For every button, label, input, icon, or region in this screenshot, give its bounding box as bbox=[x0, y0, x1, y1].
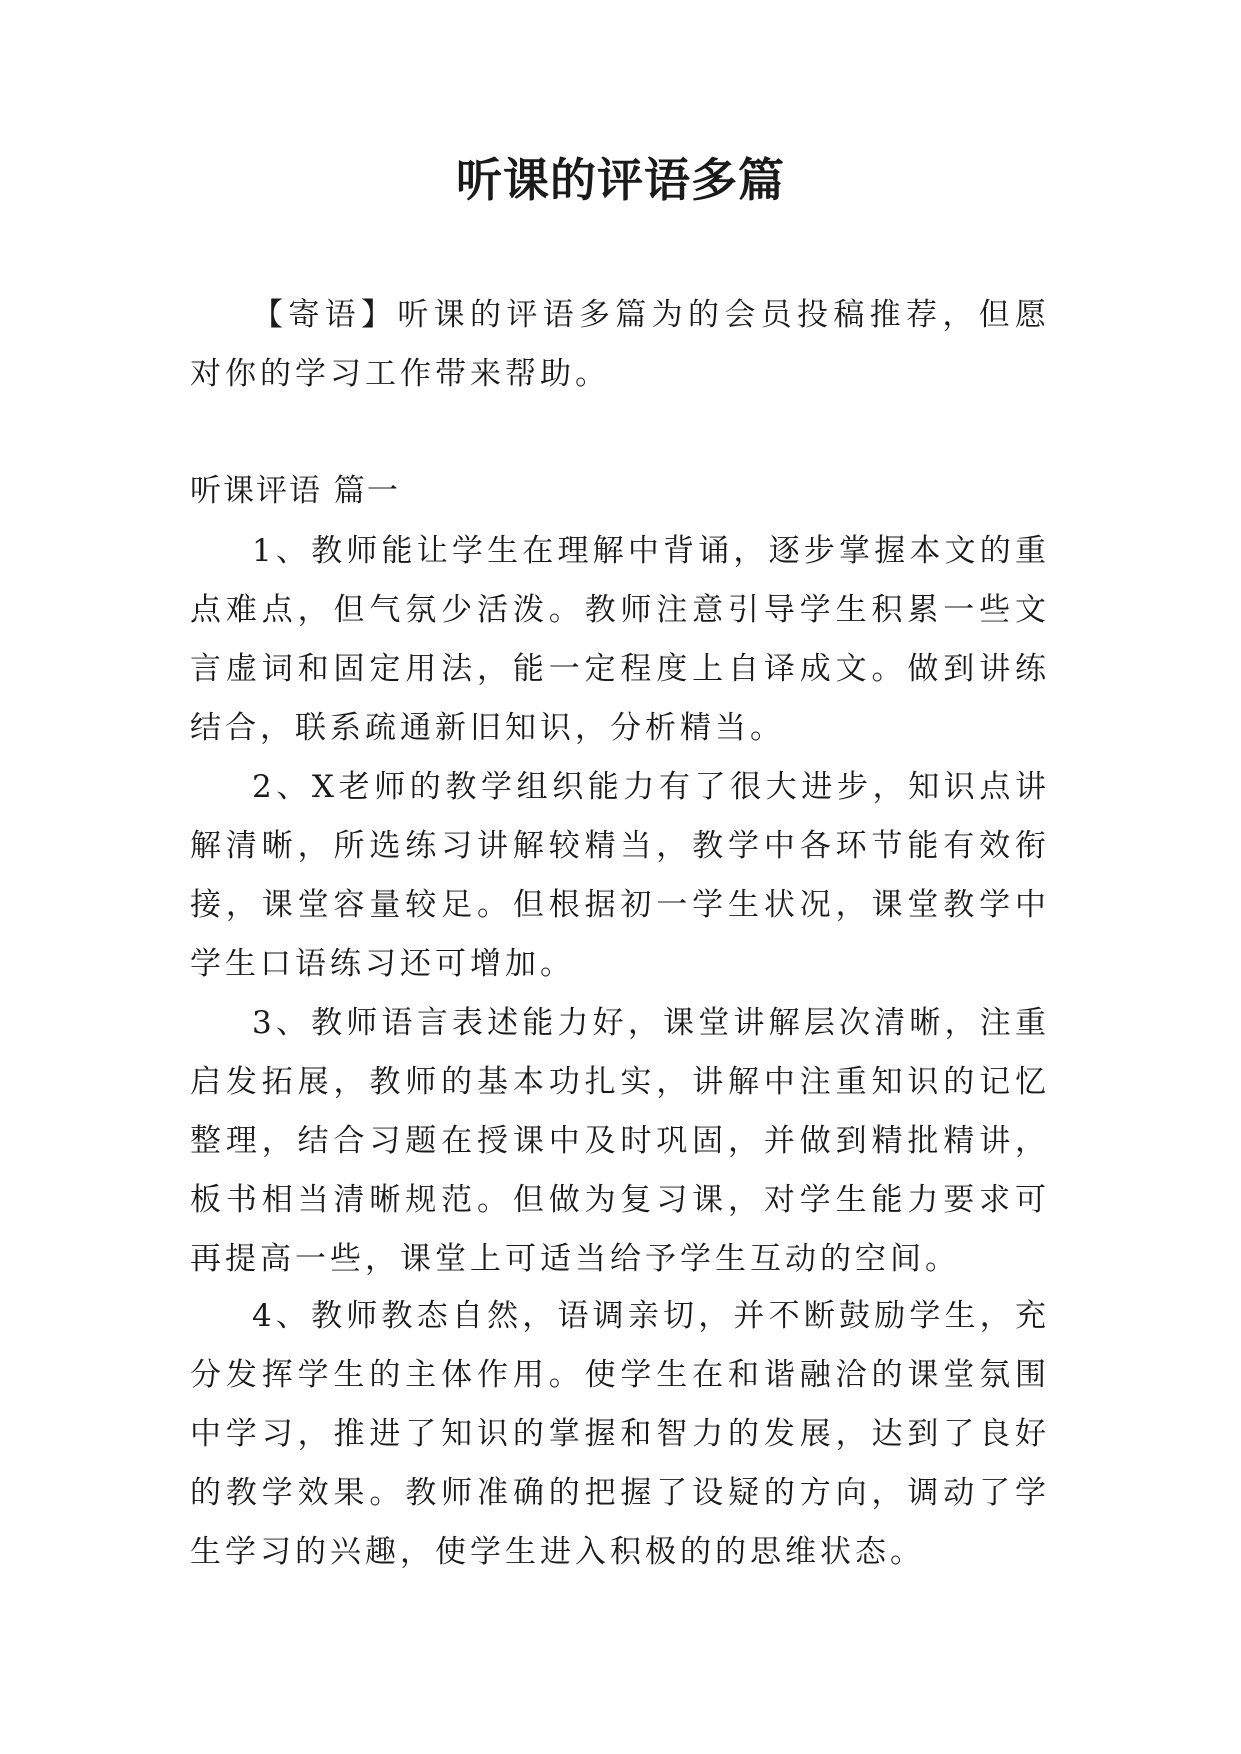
page-title: 听课的评语多篇 bbox=[456, 153, 785, 207]
comment-paragraph-4: 4、教师教态自然，语调亲切，并不断鼓励学生，充分发挥学生的主体作用。使学生在和谐融洽的课堂氛围中学习，推进了知识的掌握和智力的发展，达到了良好的教学效果。教师准确的把握了设疑的方向，调动了学生学习的兴趣，使学生进入积极的的思维状态。 bbox=[190, 1298, 1050, 1570]
comment-paragraph-1: 1、教师能让学生在理解中背诵，逐步掌握本文的重点难点，但气氛少活泼。教师注意引导学生积累一些文言虚词和固定用法，能一定程度上自译成文。做到讲练结合，联系疏通新旧知识，分析精当。 bbox=[190, 533, 1050, 746]
section-heading: 听课评语 篇一 bbox=[190, 473, 400, 509]
comment-paragraph-2: 2、X老师的教学组织能力有了很大进步，知识点讲解清晰，所选练习讲解较精当，教学中各环节能有效衔接，课堂容量较足。但根据初一学生状况，课堂教学中学生口语练习还可增加。 bbox=[190, 769, 1050, 982]
intro-paragraph: 【寄语】听课的评语多篇为的会员投稿推荐，但愿对你的学习工作带来帮助。 bbox=[190, 297, 1050, 392]
comment-paragraph-3: 3、教师语言表述能力好，课堂讲解层次清晰，注重启发拓展，教师的基本功扎实，讲解中注重知识的记忆整理，结合习题在授课中及时巩固，并做到精批精讲，板书相当清晰规范。但做为复习课，对学生能力要求可再提高一些，课堂上可适当给予学生互动的空间。 bbox=[190, 1005, 1050, 1277]
